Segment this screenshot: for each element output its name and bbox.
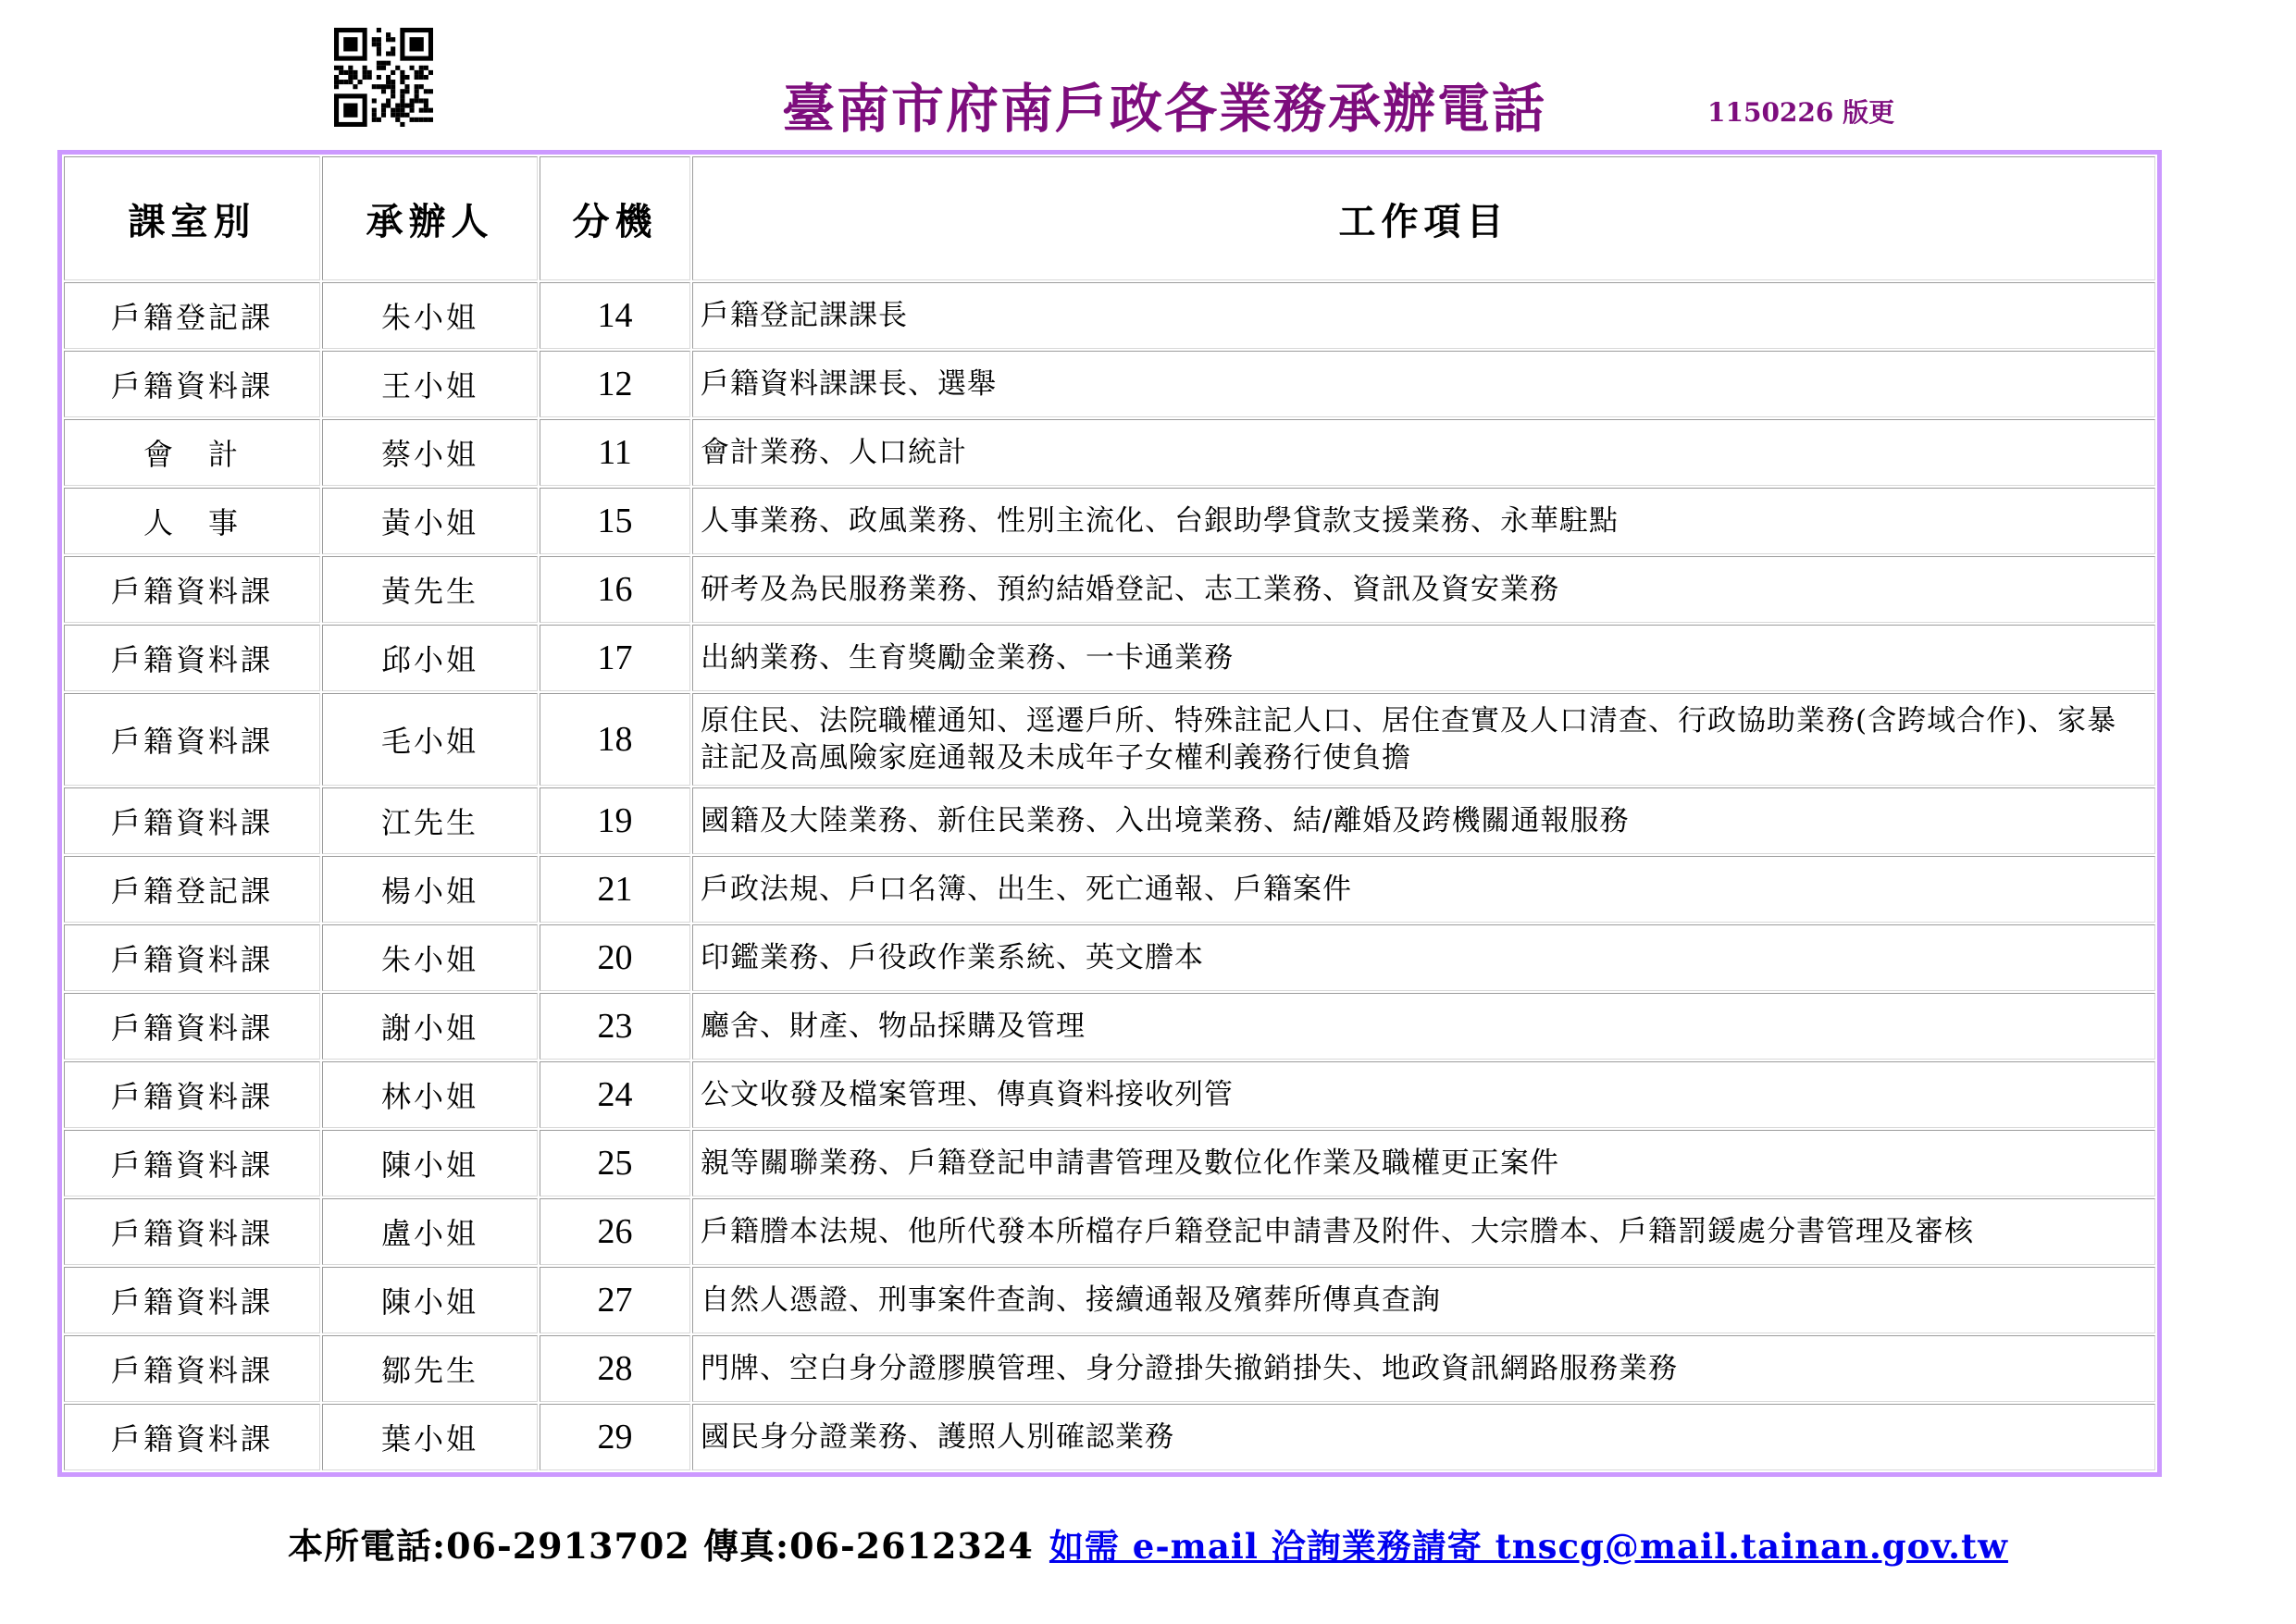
table-row <box>64 1130 2155 1196</box>
extension-cell: 15 <box>540 488 690 554</box>
duties-cell: 自然人憑證、刑事案件查詢、接續通報及殯葬所傳真查詢 <box>692 1267 2155 1333</box>
extension-cell: 24 <box>540 1061 690 1128</box>
department-cell: 人 事 <box>64 488 320 554</box>
person-cell: 林小姐 <box>322 1061 538 1128</box>
duties-cell: 原住民、法院職權通知、逕遷戶所、特殊註記人口、居住查實及人口清查、行政協助業務(含跨域合作)、家暴註記及高風險家庭通報及未成年子女權利義務行使負擔 <box>692 693 2155 786</box>
person-cell: 黃先生 <box>322 556 538 623</box>
extension-cell: 14 <box>540 282 690 349</box>
table-row <box>64 1267 2155 1333</box>
table-row <box>64 924 2155 991</box>
duties-cell: 人事業務、政風業務、性別主流化、台銀助學貸款支援業務、永華駐點 <box>692 488 2155 554</box>
department-cell: 戶籍資料課 <box>64 1198 320 1265</box>
person-cell: 陳小姐 <box>322 1130 538 1196</box>
person-cell: 盧小姐 <box>322 1198 538 1265</box>
table-row <box>64 1404 2155 1470</box>
duties-cell: 廳舍、財產、物品採購及管理 <box>692 993 2155 1060</box>
table-row <box>64 1198 2155 1265</box>
column-header-department: 課室別 <box>64 156 320 280</box>
department-cell: 戶籍資料課 <box>64 1130 320 1196</box>
qr-code-icon <box>334 28 433 127</box>
extension-cell: 27 <box>540 1267 690 1333</box>
duties-cell: 印鑑業務、戶役政作業系統、英文謄本 <box>692 924 2155 991</box>
extension-cell: 28 <box>540 1335 690 1402</box>
column-header-duties: 工作項目 <box>692 156 2155 280</box>
extension-cell: 20 <box>540 924 690 991</box>
department-cell: 戶籍資料課 <box>64 924 320 991</box>
page-title: 臺南市府南戶政各業務承辦電話 <box>782 78 1546 140</box>
department-cell: 戶籍登記課 <box>64 856 320 923</box>
person-cell: 邱小姐 <box>322 625 538 691</box>
person-cell: 朱小姐 <box>322 924 538 991</box>
footer <box>0 1518 2296 1568</box>
table-row <box>64 282 2155 349</box>
table-row <box>64 488 2155 554</box>
table-row <box>64 1335 2155 1402</box>
duties-cell: 國民身分證業務、護照人別確認業務 <box>692 1404 2155 1470</box>
person-cell: 朱小姐 <box>322 282 538 349</box>
extension-cell: 18 <box>540 693 690 786</box>
department-cell: 戶籍登記課 <box>64 282 320 349</box>
duties-cell: 戶政法規、戶口名簿、出生、死亡通報、戶籍案件 <box>692 856 2155 923</box>
table-row <box>64 351 2155 417</box>
table-row <box>64 625 2155 691</box>
person-cell: 鄒先生 <box>322 1335 538 1402</box>
table-row <box>64 1061 2155 1128</box>
extension-cell: 11 <box>540 419 690 486</box>
extension-cell: 25 <box>540 1130 690 1196</box>
person-cell: 江先生 <box>322 787 538 854</box>
office-phone-fax-text: 本所電話:06-2913702 傳真:06-2612324 <box>288 1525 1034 1567</box>
column-header-extension: 分機 <box>540 156 690 280</box>
duties-cell: 門牌、空白身分證膠膜管理、身分證掛失撤銷掛失、地政資訊網路服務業務 <box>692 1335 2155 1402</box>
duties-cell: 公文收發及檔案管理、傳真資料接收列管 <box>692 1061 2155 1128</box>
duties-cell: 出納業務、生育獎勵金業務、一卡通業務 <box>692 625 2155 691</box>
duties-cell: 親等關聯業務、戶籍登記申請書管理及數位化作業及職權更正案件 <box>692 1130 2155 1196</box>
extension-cell: 26 <box>540 1198 690 1265</box>
department-cell: 戶籍資料課 <box>64 993 320 1060</box>
table-row <box>64 856 2155 923</box>
table-row <box>64 419 2155 486</box>
column-header-person: 承辦人 <box>322 156 538 280</box>
department-cell: 戶籍資料課 <box>64 693 320 786</box>
extension-cell: 17 <box>540 625 690 691</box>
department-cell: 戶籍資料課 <box>64 351 320 417</box>
table-row <box>64 556 2155 623</box>
email-link[interactable]: 如需 e-mail 洽詢業務請寄 tnscg@mail.tainan.gov.tw <box>1049 1526 2008 1567</box>
department-cell: 戶籍資料課 <box>64 556 320 623</box>
duties-cell: 研考及為民服務業務、預約結婚登記、志工業務、資訊及資安業務 <box>692 556 2155 623</box>
table-row <box>64 993 2155 1060</box>
table-row <box>64 693 2155 786</box>
department-cell: 戶籍資料課 <box>64 625 320 691</box>
duties-cell: 戶籍謄本法規、他所代發本所檔存戶籍登記申請書及附件、大宗謄本、戶籍罰鍰處分書管理及審核 <box>692 1198 2155 1265</box>
department-cell: 戶籍資料課 <box>64 1267 320 1333</box>
department-cell: 戶籍資料課 <box>64 1061 320 1128</box>
department-cell: 戶籍資料課 <box>64 787 320 854</box>
duties-cell: 戶籍登記課課長 <box>692 282 2155 349</box>
extension-cell: 23 <box>540 993 690 1060</box>
version-label: 1150226 版更 <box>1707 97 1895 128</box>
person-cell: 黃小姐 <box>322 488 538 554</box>
extension-cell: 19 <box>540 787 690 854</box>
table-header-row <box>64 156 2155 280</box>
duties-cell: 國籍及大陸業務、新住民業務、入出境業務、結/離婚及跨機關通報服務 <box>692 787 2155 854</box>
person-cell: 葉小姐 <box>322 1404 538 1470</box>
extension-cell: 16 <box>540 556 690 623</box>
phone-directory-table <box>57 150 2162 1477</box>
person-cell: 毛小姐 <box>322 693 538 786</box>
person-cell: 蔡小姐 <box>322 419 538 486</box>
person-cell: 楊小姐 <box>322 856 538 923</box>
table-row <box>64 787 2155 854</box>
person-cell: 王小姐 <box>322 351 538 417</box>
department-cell: 會 計 <box>64 419 320 486</box>
extension-cell: 29 <box>540 1404 690 1470</box>
extension-cell: 12 <box>540 351 690 417</box>
person-cell: 陳小姐 <box>322 1267 538 1333</box>
person-cell: 謝小姐 <box>322 993 538 1060</box>
extension-cell: 21 <box>540 856 690 923</box>
duties-cell: 會計業務、人口統計 <box>692 419 2155 486</box>
department-cell: 戶籍資料課 <box>64 1335 320 1402</box>
duties-cell: 戶籍資料課課長、選舉 <box>692 351 2155 417</box>
department-cell: 戶籍資料課 <box>64 1404 320 1470</box>
